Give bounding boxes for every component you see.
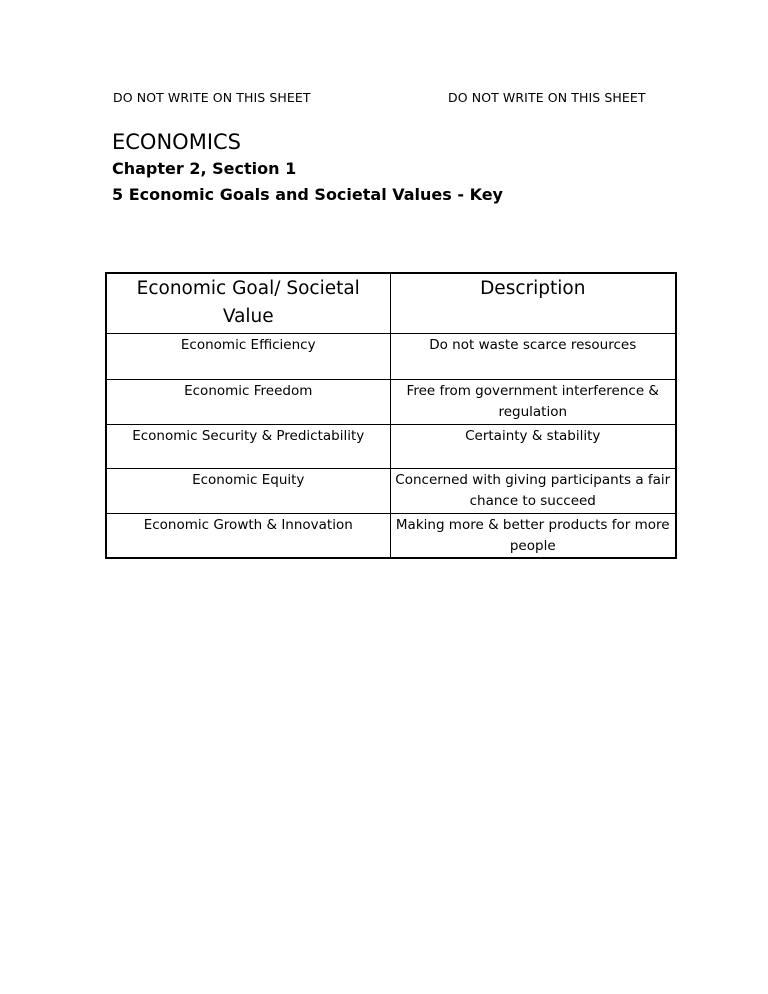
do-not-write-notice-left: DO NOT WRITE ON THIS SHEET (113, 90, 311, 105)
description-cell: Certainty & stability (390, 424, 676, 468)
goal-cell: Economic Equity (106, 468, 390, 513)
table-row (106, 333, 676, 379)
table-row (106, 424, 676, 468)
goal-cell: Economic Security & Predictability (106, 424, 390, 468)
description-cell: Making more & better products for more people (390, 513, 676, 558)
goal-cell: Economic Freedom (106, 379, 390, 424)
do-not-write-notice-right: DO NOT WRITE ON THIS SHEET (448, 90, 646, 105)
table-row (106, 379, 676, 424)
table-header-row (106, 273, 676, 333)
goal-cell: Economic Efficiency (106, 333, 390, 379)
description-cell: Do not waste scarce resources (390, 333, 676, 379)
column-header-description: Description (390, 273, 676, 333)
table-row (106, 513, 676, 558)
goals-table (105, 272, 677, 559)
chapter-heading: Chapter 2, Section 1 (112, 159, 297, 178)
page-title: ECONOMICS (112, 130, 242, 154)
column-header-goal: Economic Goal/ Societal Value (106, 273, 390, 333)
description-cell: Free from government interference & regulation (390, 379, 676, 424)
goal-cell: Economic Growth & Innovation (106, 513, 390, 558)
description-cell: Concerned with giving participants a fair chance to succeed (390, 468, 676, 513)
table-row (106, 468, 676, 513)
section-subtitle: 5 Economic Goals and Societal Values - Key (112, 185, 503, 204)
